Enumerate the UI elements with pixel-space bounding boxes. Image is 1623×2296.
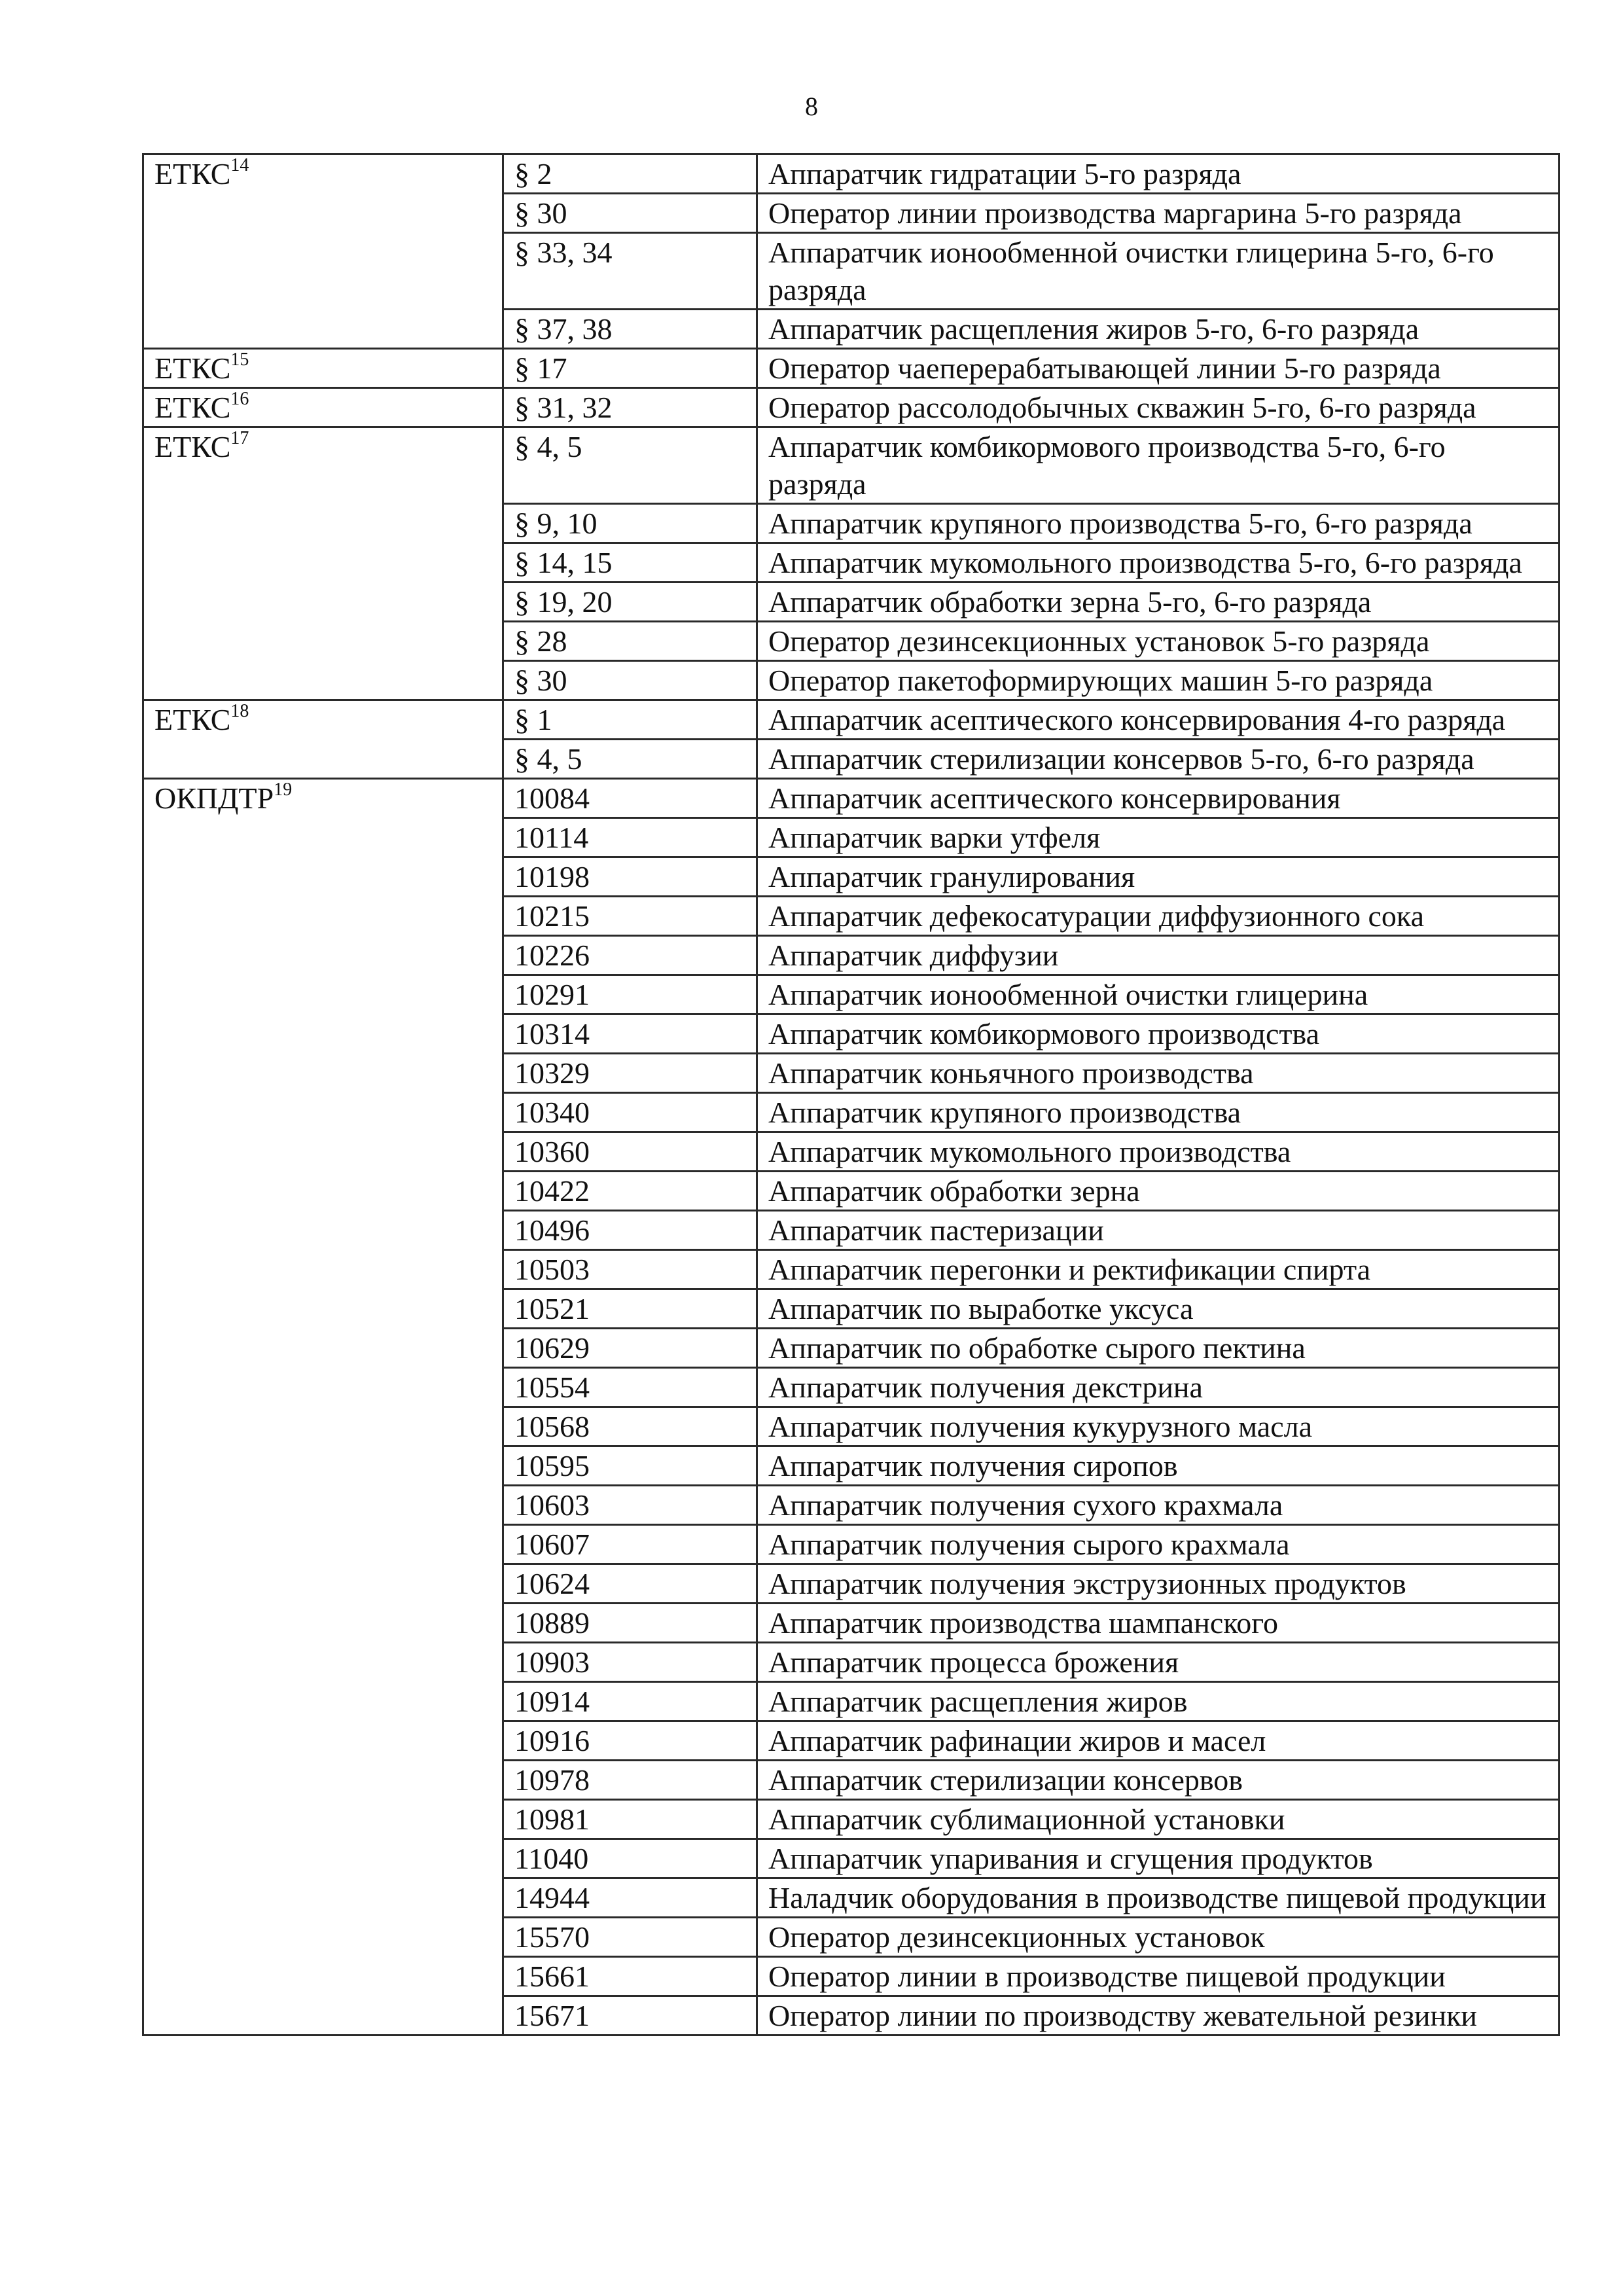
reference-cell: § 30 xyxy=(503,194,757,233)
profession-title-cell: Аппаратчик коньячного производства xyxy=(757,1054,1560,1093)
reference-cell: 14944 xyxy=(503,1878,757,1918)
profession-title-cell: Аппаратчик крупяного производства 5-го, 6-го разряда xyxy=(757,504,1560,543)
profession-title-cell: Аппаратчик процесса брожения xyxy=(757,1643,1560,1682)
reference-cell: 10607 xyxy=(503,1525,757,1564)
profession-title-cell: Аппаратчик гранулирования xyxy=(757,857,1560,897)
footnote-ref: 19 xyxy=(274,780,293,800)
reference-cell: 10978 xyxy=(503,1761,757,1800)
reference-cell: 10340 xyxy=(503,1093,757,1132)
profession-title-cell: Аппаратчик получения декстрина xyxy=(757,1368,1560,1407)
classifier-cell xyxy=(143,388,503,427)
profession-title-cell: Аппаратчик получения сырого крахмала xyxy=(757,1525,1560,1564)
reference-cell: § 28 xyxy=(503,622,757,661)
reference-cell: 15570 xyxy=(503,1918,757,1957)
reference-cell: 10903 xyxy=(503,1643,757,1682)
reference-cell: § 31, 32 xyxy=(503,388,757,427)
profession-title-cell: Аппаратчик гидратации 5-го разряда xyxy=(757,154,1560,194)
classification-table xyxy=(142,153,1560,2036)
profession-title-cell: Оператор пакетоформирующих машин 5-го разряда xyxy=(757,661,1560,700)
reference-cell: 10496 xyxy=(503,1211,757,1250)
profession-title-cell: Аппаратчик пастеризации xyxy=(757,1211,1560,1250)
reference-cell: § 1 xyxy=(503,700,757,740)
profession-title-cell: Аппаратчик получения экструзионных продуктов xyxy=(757,1564,1560,1604)
reference-cell: 10629 xyxy=(503,1329,757,1368)
reference-cell: 10084 xyxy=(503,779,757,818)
reference-cell: § 2 xyxy=(503,154,757,194)
reference-cell: 10624 xyxy=(503,1564,757,1604)
classifier-code: ЕТКС xyxy=(154,430,231,463)
profession-title-cell: Аппаратчик комбикормового производства 5-го, 6-го разряда xyxy=(757,427,1560,504)
profession-title-cell: Аппаратчик сублимационной установки xyxy=(757,1800,1560,1839)
reference-cell: 10554 xyxy=(503,1368,757,1407)
reference-cell: 10291 xyxy=(503,975,757,1014)
footnote-ref: 16 xyxy=(230,389,249,409)
profession-title-cell: Аппаратчик перегонки и ректификации спирта xyxy=(757,1250,1560,1289)
classifier-code: ЕТКС xyxy=(154,391,231,424)
profession-title-cell: Аппаратчик диффузии xyxy=(757,936,1560,975)
classifier-code: ОКПДТР xyxy=(154,781,274,815)
reference-cell: 10603 xyxy=(503,1486,757,1525)
reference-cell: 10226 xyxy=(503,936,757,975)
reference-cell: § 17 xyxy=(503,349,757,388)
profession-title-cell: Оператор дезинсекционных установок xyxy=(757,1918,1560,1957)
reference-cell: § 19, 20 xyxy=(503,583,757,622)
table-row xyxy=(143,779,1560,818)
profession-title-cell: Аппаратчик обработки зерна 5-го, 6-го разряда xyxy=(757,583,1560,622)
profession-title-cell: Наладчик оборудования в производстве пищевой продукции xyxy=(757,1878,1560,1918)
reference-cell: 10916 xyxy=(503,1721,757,1761)
footnote-ref: 17 xyxy=(230,428,249,448)
reference-cell: § 30 xyxy=(503,661,757,700)
profession-title-cell: Аппаратчик дефекосатурации диффузионного сока xyxy=(757,897,1560,936)
table-row xyxy=(143,700,1560,740)
reference-cell: § 37, 38 xyxy=(503,310,757,349)
profession-title-cell: Оператор линии по производству жевательной резинки xyxy=(757,1996,1560,2036)
profession-title-cell: Аппаратчик крупяного производства xyxy=(757,1093,1560,1132)
reference-cell: 15661 xyxy=(503,1957,757,1996)
profession-title-cell: Оператор чаеперерабатывающей линии 5-го разряда xyxy=(757,349,1560,388)
reference-cell: 10198 xyxy=(503,857,757,897)
reference-cell: 10503 xyxy=(503,1250,757,1289)
table-row xyxy=(143,388,1560,427)
reference-cell: 10521 xyxy=(503,1289,757,1329)
profession-title-cell: Аппаратчик производства шампанского xyxy=(757,1604,1560,1643)
reference-cell: 10595 xyxy=(503,1446,757,1486)
table-row xyxy=(143,427,1560,504)
reference-cell: 11040 xyxy=(503,1839,757,1878)
reference-cell: 10114 xyxy=(503,818,757,857)
profession-title-cell: Аппаратчик упаривания и сгущения продуктов xyxy=(757,1839,1560,1878)
profession-title-cell: Аппаратчик мукомольного производства 5-го, 6-го разряда xyxy=(757,543,1560,583)
profession-title-cell: Аппаратчик получения кукурузного масла xyxy=(757,1407,1560,1446)
classifier-cell xyxy=(143,349,503,388)
profession-title-cell: Аппаратчик по выработке уксуса xyxy=(757,1289,1560,1329)
profession-title-cell: Аппаратчик варки утфеля xyxy=(757,818,1560,857)
table-row xyxy=(143,154,1560,194)
page-number: 8 xyxy=(805,92,818,121)
footnote-ref: 15 xyxy=(230,350,249,370)
classifier-cell xyxy=(143,427,503,700)
profession-title-cell: Аппаратчик рафинации жиров и масел xyxy=(757,1721,1560,1761)
profession-title-cell: Оператор дезинсекционных установок 5-го разряда xyxy=(757,622,1560,661)
reference-cell: § 4, 5 xyxy=(503,427,757,504)
profession-title-cell: Аппаратчик стерилизации консервов xyxy=(757,1761,1560,1800)
profession-title-cell: Аппаратчик стерилизации консервов 5-го, 6-го разряда xyxy=(757,740,1560,779)
profession-title-cell: Аппаратчик ионообменной очистки глицерина 5-го, 6-го разряда xyxy=(757,233,1560,310)
reference-cell: 15671 xyxy=(503,1996,757,2036)
reference-cell: 10329 xyxy=(503,1054,757,1093)
reference-cell: 10422 xyxy=(503,1172,757,1211)
profession-title-cell: Аппаратчик получения сиропов xyxy=(757,1446,1560,1486)
reference-cell: § 9, 10 xyxy=(503,504,757,543)
profession-title-cell: Аппаратчик ионообменной очистки глицерина xyxy=(757,975,1560,1014)
reference-cell: 10360 xyxy=(503,1132,757,1172)
profession-title-cell: Аппаратчик расщепления жиров xyxy=(757,1682,1560,1721)
reference-cell: 10981 xyxy=(503,1800,757,1839)
reference-cell: 10215 xyxy=(503,897,757,936)
reference-cell: § 14, 15 xyxy=(503,543,757,583)
footnote-ref: 14 xyxy=(230,155,249,175)
profession-title-cell: Аппаратчик комбикормового производства xyxy=(757,1014,1560,1054)
classifier-cell xyxy=(143,700,503,779)
profession-title-cell: Аппаратчик асептического консервирования xyxy=(757,779,1560,818)
reference-cell: 10568 xyxy=(503,1407,757,1446)
classifier-cell xyxy=(143,154,503,349)
footnote-ref: 18 xyxy=(230,701,249,721)
reference-cell: 10314 xyxy=(503,1014,757,1054)
reference-cell: § 33, 34 xyxy=(503,233,757,310)
profession-title-cell: Оператор линии производства маргарина 5-го разряда xyxy=(757,194,1560,233)
reference-cell: 10914 xyxy=(503,1682,757,1721)
table-row xyxy=(143,349,1560,388)
classifier-code: ЕТКС xyxy=(154,351,231,385)
profession-title-cell: Оператор линии в производстве пищевой продукции xyxy=(757,1957,1560,1996)
table-body xyxy=(143,154,1560,2036)
profession-title-cell: Аппаратчик асептического консервирования 4-го разряда xyxy=(757,700,1560,740)
reference-cell: 10889 xyxy=(503,1604,757,1643)
classifier-code: ЕТКС xyxy=(154,703,231,736)
classifier-cell xyxy=(143,779,503,2036)
profession-title-cell: Аппаратчик получения сухого крахмала xyxy=(757,1486,1560,1525)
profession-title-cell: Аппаратчик расщепления жиров 5-го, 6-го разряда xyxy=(757,310,1560,349)
profession-title-cell: Аппаратчик по обработке сырого пектина xyxy=(757,1329,1560,1368)
profession-title-cell: Оператор рассолодобычных скважин 5-го, 6-го разряда xyxy=(757,388,1560,427)
profession-title-cell: Аппаратчик мукомольного производства xyxy=(757,1132,1560,1172)
profession-title-cell: Аппаратчик обработки зерна xyxy=(757,1172,1560,1211)
reference-cell: § 4, 5 xyxy=(503,740,757,779)
classifier-code: ЕТКС xyxy=(154,157,231,190)
